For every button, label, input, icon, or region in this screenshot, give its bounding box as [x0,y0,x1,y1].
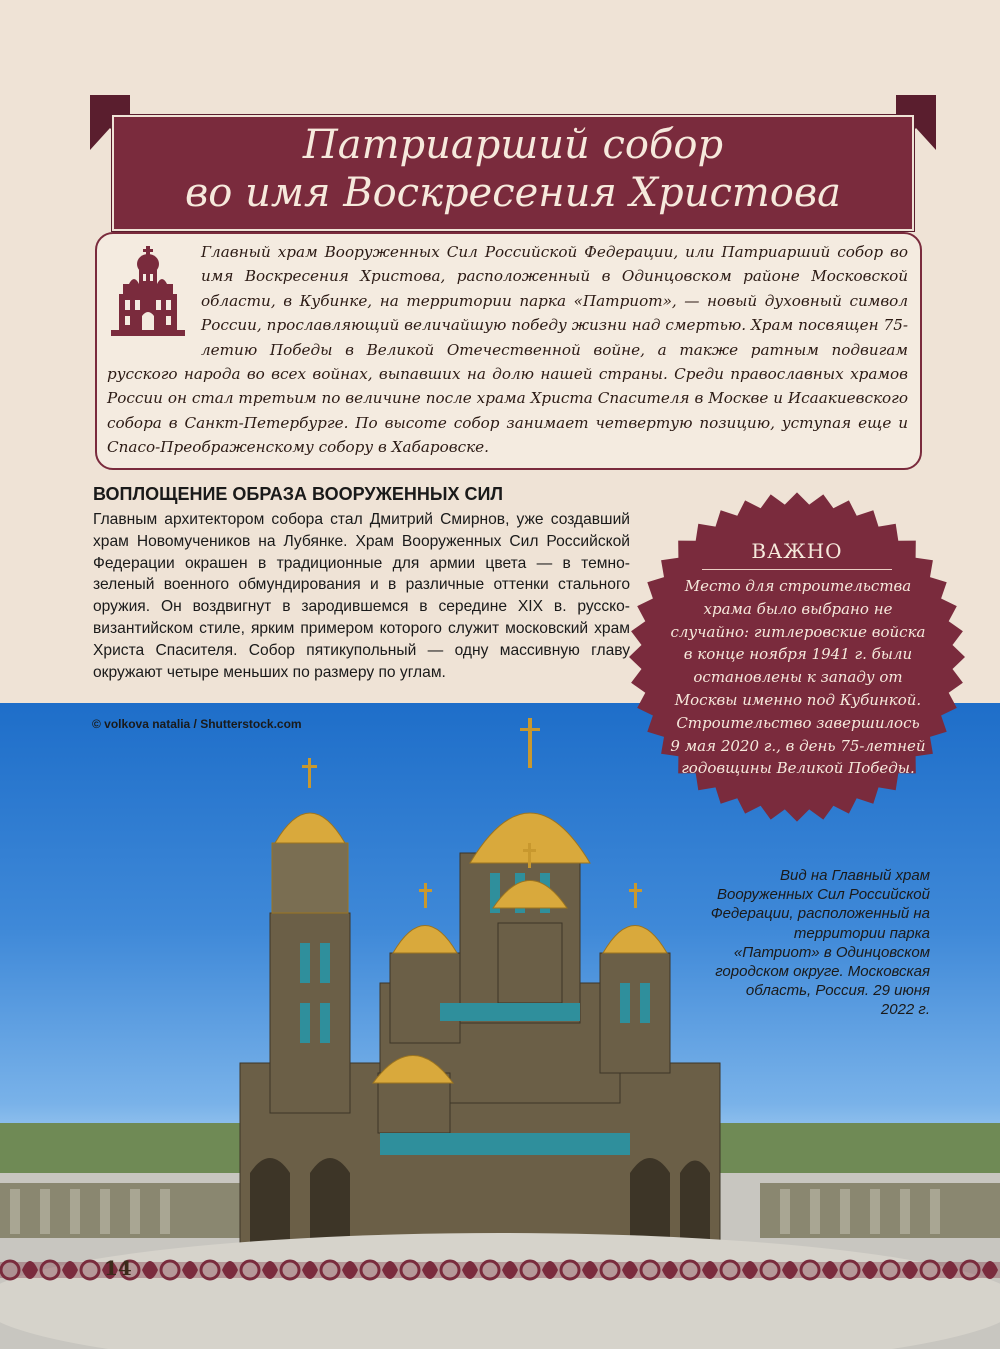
page-number: 14 [104,1256,132,1280]
photo-credit: © volkova natalia / Shutterstock.com [92,717,302,731]
important-divider [702,569,892,570]
church-icon [109,244,187,340]
title-banner [90,95,936,225]
intro-text: Главный храм Вооруженных Сил Российской Федерации, или Патриарший собор во имя Воскресения Христова, расположенный в Одинцовском районе Московской области, в Кубинке, на территории парка «Патриот», — новый духовный символ России, прославляющий величайшую победу жизни над смертью. Храм посвящен 75-летию Победы в Великой Отечественной войне, а также ратным подвигам русского народа во всех войнах, выпавших на долю нашей страны. Среди православных храмов России он стал третьим по величине после храма Христа Спасителя в Москве и Исаакиевского собора в Санкт-Петербурге. По высоте собор занимает четвертую позицию, уступая еще и Спасо-Преображенскому собору в Хабаровске. [107,243,908,457]
title-line-2: во имя Воскресения Христова [184,170,841,216]
ornament-border [0,1242,1000,1298]
important-title: ВАЖНО [751,539,843,563]
section-heading: ВОПЛОЩЕНИЕ ОБРАЗА ВООРУЖЕННЫХ СИЛ [93,484,504,504]
photo-caption: Вид на Главный храм Вооруженных Сил Российской Федерации, расположенный на территории парка «Патриот» в Одинцовском городском округе. Московская область, Россия. 29 июня 2022 г. [710,867,930,1019]
important-text: Место для строительства храма было выбрано не случайно: гитлеровские войска в конце ноября 1941 г. были остановлены к западу от Москвы именно под Кубинкой. Строительство завершилось 9 мая 2020 г., в день 75-летней годовщины Великой Победы. [670,577,926,778]
section-body: Главным архитектором собора стал Дмитрий Смирнов, уже создавший храм Новомучеников на Лубянке. Храм Вооруженных Сил Российской Федерации окрашен в традиционные для армии цвета — в темно-зеленый военного обмундирования и в различные оттенки стального оружия. Он воздвигнут в зародившемся в середине XIX в. русско-византийском стиле, ярким примером которого служит московский храм Христа Спасителя. Собор пятикупольный — одну массивную главу окружают четыре меньших по размеру по углам. [93,511,630,681]
title-line-1: Патриарший собор [302,122,724,168]
intro-box [95,232,922,470]
important-badge [612,487,982,827]
page-title [112,115,914,231]
